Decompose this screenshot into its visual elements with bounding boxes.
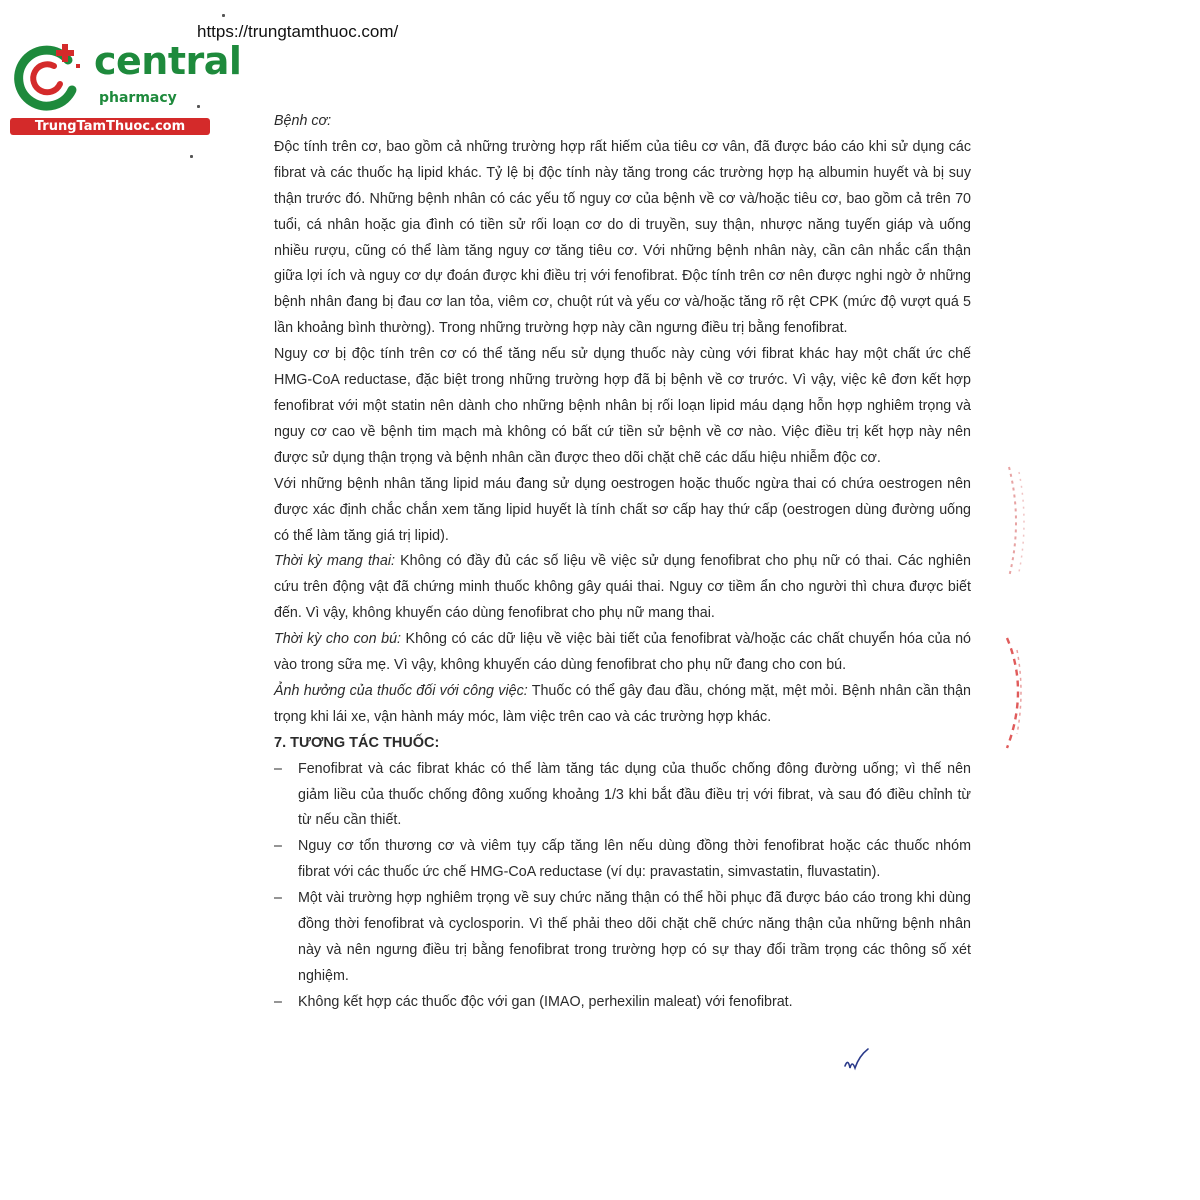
pregnancy-label: Thời kỳ mang thai: — [274, 553, 395, 570]
myopathy-title: Bệnh cơ: — [274, 113, 332, 129]
paragraph-lactation — [274, 627, 971, 679]
list-item: – Không kết hợp các thuốc độc với gan (IMAO, perhexilin maleat) với fenofibrat. — [274, 990, 971, 1016]
work-label: Ảnh hưởng của thuốc đối với công việc: — [274, 682, 528, 699]
logo-icon — [10, 38, 90, 118]
scan-dot — [190, 155, 193, 158]
paragraph-myopathy: Độc tính trên cơ, bao gồm cả những trường hợp rất hiếm của tiêu cơ vân, đã được báo cáo khi sử dụng các fibrat và các thuốc hạ lipid khác. Tỷ lệ bị độc tính này tăng trong các trường hợp hạ albumin huyết và bị suy thận trước đó. Những bệnh nhân có các yếu tố nguy cơ của bệnh về cơ và/hoặc tiêu cơ, bao gồm cả trên 70 tuổi, cá nhân hoặc gia đình có tiền sử rối loạn cơ do di truyền, suy thận, nhược năng tuyến giáp và uống nhiều rượu, cũng có thể làm tăng nguy cơ tăng tiêu cơ. Với những bệnh nhân này, cần cân nhắc cẩn thận giữa lợi ích và nguy cơ dự đoán được khi điều trị với fenofibrat. Độc tính trên cơ nên được nghi ngờ ở những bệnh nhân đang bị đau cơ lan tỏa, viêm cơ, chuột rút và yếu cơ và/hoặc tăng rõ rệt CPK (mức độ vượt quá 5 lần khoảng bình thường). Trong những trường hợp này cần ngưng điều trị bằng fenofibrat. — [274, 138, 971, 337]
list-item: – Một vài trường hợp nghiêm trọng về suy chức năng thận có thể hồi phục đã được báo cáo trong khi dùng đồng thời fenofibrat và cyclosporin. Vì thế phải theo dõi chặt chẽ chức năng thận của những bệnh nhân này và nên ngưng điều trị bằng fenofibrat trong trường hợp có sự thay đổi trầm trọng các thông số xét nghiệm. — [274, 886, 971, 990]
scan-dot — [222, 14, 225, 17]
lactation-text: Không có các dữ liệu về việc bài tiết của fenofibrat và/hoặc các chất chuyển hóa của nó vào trong sữa mẹ. Vì vậy, không khuyến cáo dùng fenofibrat cho phụ nữ đang cho con bú. — [274, 631, 971, 674]
stamp-mark — [1003, 462, 1033, 582]
document-body — [274, 109, 971, 1016]
logo-band: TrungTamThuoc.com — [10, 118, 210, 135]
work-text: Thuốc có thể gây đau đầu, chóng mặt, mệt mỏi. Bệnh nhân cần thận trọng khi lái xe, vận hành máy móc, làm việc trên cao và các trường hợp khác. — [274, 682, 971, 725]
section-7-heading: 7. TƯƠNG TÁC THUỐC: — [274, 734, 440, 751]
stamp-mark — [1003, 630, 1033, 755]
logo-name: central — [94, 39, 242, 83]
logo-subtitle: pharmacy — [99, 90, 177, 106]
pregnancy-text: Không có đầy đủ các số liệu về việc sử dụng fenofibrat cho phụ nữ có thai. Các nghiên cứu trên động vật đã chứng minh thuốc không gây quái thai. Nguy cơ tiềm ẩn cho người thì chưa được biết đến. Vì vậy, không khuyến cáo dùng fenofibrat cho phụ nữ mang thai. — [274, 553, 971, 622]
paragraph-work — [274, 679, 971, 731]
list-item: – Nguy cơ tổn thương cơ và viêm tụy cấp tăng lên nếu dùng đồng thời fenofibrat hoặc các thuốc nhóm fibrat với các thuốc ức chế HMG-CoA reductase (ví dụ: pravastatin, simvastatin, fluvastatin). — [274, 834, 971, 886]
brand-logo[interactable] — [10, 38, 242, 138]
list-item: – Fenofibrat và các fibrat khác có thể làm tăng tác dụng của thuốc chống đông đường uống; vì thế nên giảm liều của thuốc chống đông xuống khoảng 1/3 khi bắt đầu điều trị với fibrat, và sau đó điều chỉnh từ từ nếu cần thiết. — [274, 757, 971, 835]
signature-mark — [842, 1046, 872, 1074]
paragraph-oestrogen: Với những bệnh nhân tăng lipid máu đang sử dụng oestrogen hoặc thuốc ngừa thai có chứa oestrogen nên được xác định chắc chắn xem tăng lipid huyết là tính chất sơ cấp hay thứ cấp (oestrogen dùng đường uống có thể làm tăng giá trị lipid). — [274, 475, 971, 544]
site-url[interactable]: https://trungtamthuoc.com/ — [197, 22, 399, 41]
lactation-label: Thời kỳ cho con bú: — [274, 631, 401, 648]
paragraph-combination-risk: Nguy cơ bị độc tính trên cơ có thể tăng nếu sử dụng thuốc này cùng với fibrat khác hay một chất ức chế HMG-CoA reductase, đặc biệt trong những trường hợp đã bị bệnh về cơ trước. Vì vậy, việc kê đơn kết hợp fenofibrat với một statin nên dành cho những bệnh nhân bị rối loạn lipid máu dạng hỗn hợp nghiêm trọng và nguy cơ cao về bệnh tim mạch mà không có bất cứ tiền sử bệnh về cơ nào. Việc điều trị kết hợp này nên được sử dụng thận trọng và bệnh nhân cần được theo dõi chặt chẽ các dấu hiệu nhiễm độc cơ. — [274, 346, 971, 466]
paragraph-pregnancy — [274, 549, 971, 627]
interaction-list — [274, 757, 971, 1016]
